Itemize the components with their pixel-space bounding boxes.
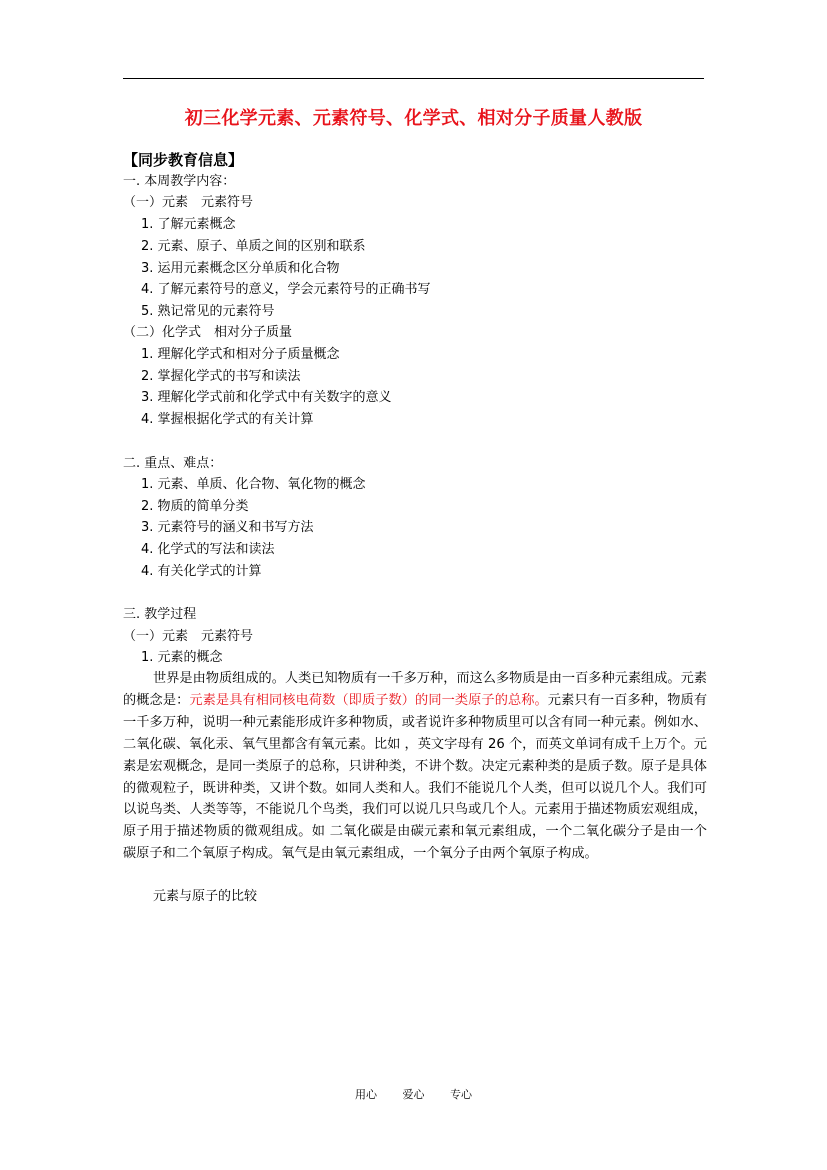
paragraph-text: 元素只有一百多种，物质有一千多万种，说明一种元素能形成许多种物质，或者说许多种物质里可以含有同一种元素。例如水、二氧化碳、氧化汞、氧气里都含有氧元素。比如 ，英文字母有 26 个，而英文单词有成千上万个。元素是宏观概念，是同一类原子的总称，只讲种类，不讲个数。决定元素种类的是质子数。原子是具体的微观粒子，既讲种类，又讲个数。如同人类和人。我们不能说几个人类，但可以说几个人。我们可以说鸟类、人类等等，不能说几个鸟类，我们可以说几只鸟或几个人。元素用于描述物质宏观组成，原子用于描述物质的微观组成。如 二氧化碳是由碳元素和氧元素组成，一个二氧化碳分子是由一个碳原子和二个氧原子构成。氧气是由氧元素组成，一个氧分子由两个氧原子构成。 — [123, 692, 708, 862]
section1-sub2-title: （二）化学式 相对分子质量 — [123, 325, 293, 340]
section2-title: 二. 重点、难点： — [123, 456, 223, 471]
section3-title: 三. 教学过程 — [123, 607, 197, 622]
section1-title: 一. 本周教学内容： — [123, 174, 236, 189]
list-item: 4. 有关化学式的计算 — [141, 564, 262, 579]
list-item: 4. 掌握根据化学式的有关计算 — [141, 412, 314, 427]
list-item: 5. 熟记常见的元素符号 — [141, 304, 275, 319]
section-heading: 【同步教育信息】 — [123, 151, 244, 169]
paragraph-text: 世界是由物质组成的。人类已知物质有一千多万种，而这么多物质是由一百多种元素组成。元素的概念是： — [123, 671, 707, 708]
section1-sub1-title: （一）元素 元素符号 — [123, 195, 254, 210]
list-item: 3. 运用元素概念区分单质和化合物 — [141, 261, 340, 276]
list-item: 1. 元素的概念 — [141, 650, 223, 665]
element-concept-paragraph — [123, 668, 707, 865]
header-rule — [123, 78, 704, 79]
list-item: 1. 理解化学式和相对分子质量概念 — [141, 347, 340, 362]
comparison-heading: 元素与原子的比较 — [153, 889, 258, 904]
list-item: 4. 了解元素符号的意义，学会元素符号的正确书写 — [141, 282, 431, 297]
page-footer: 用心 爱心 专心 — [355, 1088, 472, 1101]
list-item: 2. 物质的简单分类 — [141, 499, 249, 514]
element-definition: 元素是具有相同核电荷数（即质子数）的同一类原子的总称。 — [189, 692, 548, 708]
list-item: 3. 元素符号的涵义和书写方法 — [141, 520, 314, 535]
list-item: 2. 掌握化学式的书写和读法 — [141, 369, 301, 384]
list-item: 3. 理解化学式前和化学式中有关数字的意义 — [141, 390, 392, 405]
list-item: 4. 化学式的写法和读法 — [141, 542, 275, 557]
section3-sub1-title: （一）元素 元素符号 — [123, 629, 254, 644]
list-item: 2. 元素、原子、单质之间的区别和联系 — [141, 239, 366, 254]
list-item: 1. 元素、单质、化合物、氧化物的概念 — [141, 477, 366, 492]
list-item: 1. 了解元素概念 — [141, 217, 236, 232]
document-title: 初三化学元素、元素符号、化学式、相对分子质量人教版 — [184, 108, 643, 129]
